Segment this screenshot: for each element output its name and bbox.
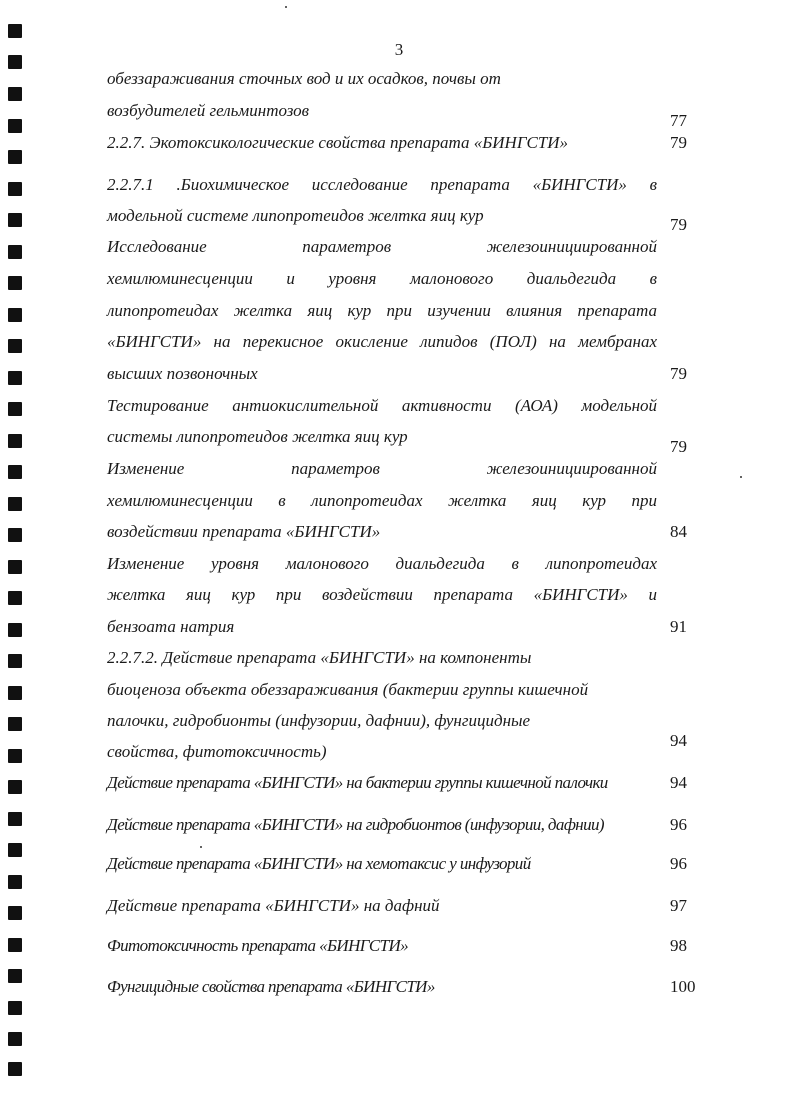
- binder-hole: [8, 213, 22, 227]
- scan-speck: [200, 846, 202, 848]
- binder-hole: [8, 465, 22, 479]
- toc-page-number: 77: [670, 111, 687, 130]
- toc-line: 2.2.7. Экотоксикологические свойства препарата «БИНГСТИ»: [107, 133, 569, 152]
- toc-line: палочки, гидробионты (инфузории, дафнии), фунгицидные: [107, 711, 531, 730]
- binder-hole: [8, 686, 22, 700]
- binder-hole: [8, 24, 22, 38]
- binder-hole: [8, 654, 22, 668]
- binder-hole: [8, 749, 22, 763]
- toc-line: 2.2.7.2. Действие препарата «БИНГСТИ» на компоненты: [107, 648, 532, 667]
- toc-line: Исследование параметров железоинициированной: [107, 237, 657, 256]
- binder-hole: [8, 938, 22, 952]
- toc-line: модельной системе липопротеидов желтка яиц кур: [107, 206, 484, 225]
- binder-hole: [8, 875, 22, 889]
- toc-page-number: 94: [670, 731, 687, 750]
- binder-hole: [8, 1062, 22, 1076]
- toc-line: Тестирование антиокислительной активности (АОА) модельной: [107, 396, 657, 415]
- toc-page-number: 98: [670, 936, 687, 955]
- toc-line: Действие препарата «БИНГСТИ» на дафний: [107, 896, 440, 915]
- toc-page-number: 94: [670, 773, 687, 792]
- toc-page-number: 79: [670, 364, 687, 383]
- toc-line: желтка яиц кур при воздействии препарата «БИНГСТИ» и: [107, 585, 657, 604]
- toc-line: липопротеидах желтка яиц кур при изучении влияния препарата: [107, 301, 657, 320]
- toc-line: Действие препарата «БИНГСТИ» на гидробионтов (инфузории, дафнии): [107, 815, 604, 834]
- binder-hole: [8, 969, 22, 983]
- toc-line: Действие препарата «БИНГСТИ» на бактерии группы кишечной палочки: [107, 773, 608, 792]
- toc-page-number: 100: [670, 977, 696, 996]
- toc-line: возбудителей гельминтозов: [107, 101, 310, 120]
- scan-speck: [285, 6, 287, 8]
- binder-hole: [8, 308, 22, 322]
- binder-hole: [8, 276, 22, 290]
- toc-page-number: 79: [670, 133, 687, 152]
- binder-hole: [8, 717, 22, 731]
- toc-line: Фитотоксичность препарата «БИНГСТИ»: [107, 936, 409, 955]
- toc-line: высших позвоночных: [107, 364, 258, 383]
- toc-line: системы липопротеидов желтка яиц кур: [107, 427, 408, 446]
- toc-line: Действие препарата «БИНГСТИ» на хемотаксис у инфузорий: [107, 854, 531, 873]
- binder-hole: [8, 812, 22, 826]
- toc-line: бензоата натрия: [107, 617, 235, 636]
- toc-page-number: 96: [670, 815, 687, 834]
- binder-hole: [8, 780, 22, 794]
- binder-hole: [8, 1032, 22, 1046]
- toc-line: Фунгицидные свойства препарата «БИНГСТИ»: [107, 977, 435, 996]
- binder-hole: [8, 245, 22, 259]
- toc-line: Изменение уровня малонового диальдегида в липопротеидах: [107, 554, 657, 573]
- toc-line: биоценоза объекта обеззараживания (бактерии группы кишечной: [107, 680, 589, 699]
- binder-hole: [8, 623, 22, 637]
- toc-page-number: 96: [670, 854, 687, 873]
- binder-hole: [8, 87, 22, 101]
- scan-speck: [740, 476, 742, 478]
- binder-hole: [8, 843, 22, 857]
- toc-line: 2.2.7.1 .Биохимическое исследование препарата «БИНГСТИ» в: [107, 175, 657, 194]
- binder-hole: [8, 119, 22, 133]
- binder-hole: [8, 434, 22, 448]
- toc-page-number: 97: [670, 896, 687, 915]
- toc-line: хемилюминесценции и уровня малонового диальдегида в: [107, 269, 657, 288]
- binder-hole: [8, 150, 22, 164]
- toc-line: хемилюминесценции в липопротеидах желтка яиц кур при: [107, 491, 657, 510]
- binder-hole: [8, 339, 22, 353]
- toc-line: обеззараживания сточных вод и их осадков, почвы от: [107, 69, 501, 88]
- toc-page-number: 79: [670, 215, 687, 234]
- toc-line: воздействии препарата «БИНГСТИ»: [107, 522, 381, 541]
- binder-hole: [8, 591, 22, 605]
- binder-hole: [8, 497, 22, 511]
- binder-hole: [8, 402, 22, 416]
- toc-line: Изменение параметров железоинициированной: [107, 459, 657, 478]
- toc-page-number: 84: [670, 522, 687, 541]
- binder-hole: [8, 182, 22, 196]
- binder-hole: [8, 528, 22, 542]
- toc-page-number: 79: [670, 437, 687, 456]
- toc-line: «БИНГСТИ» на перекисное окисление липидов (ПОЛ) на мембранах: [107, 332, 657, 351]
- binder-holes: [0, 0, 30, 1094]
- toc-line: свойства, фитотоксичность): [107, 742, 327, 761]
- binder-hole: [8, 560, 22, 574]
- binder-hole: [8, 371, 22, 385]
- binder-hole: [8, 906, 22, 920]
- toc-page-number: 91: [670, 617, 687, 636]
- page-number: 3: [394, 40, 404, 59]
- binder-hole: [8, 1001, 22, 1015]
